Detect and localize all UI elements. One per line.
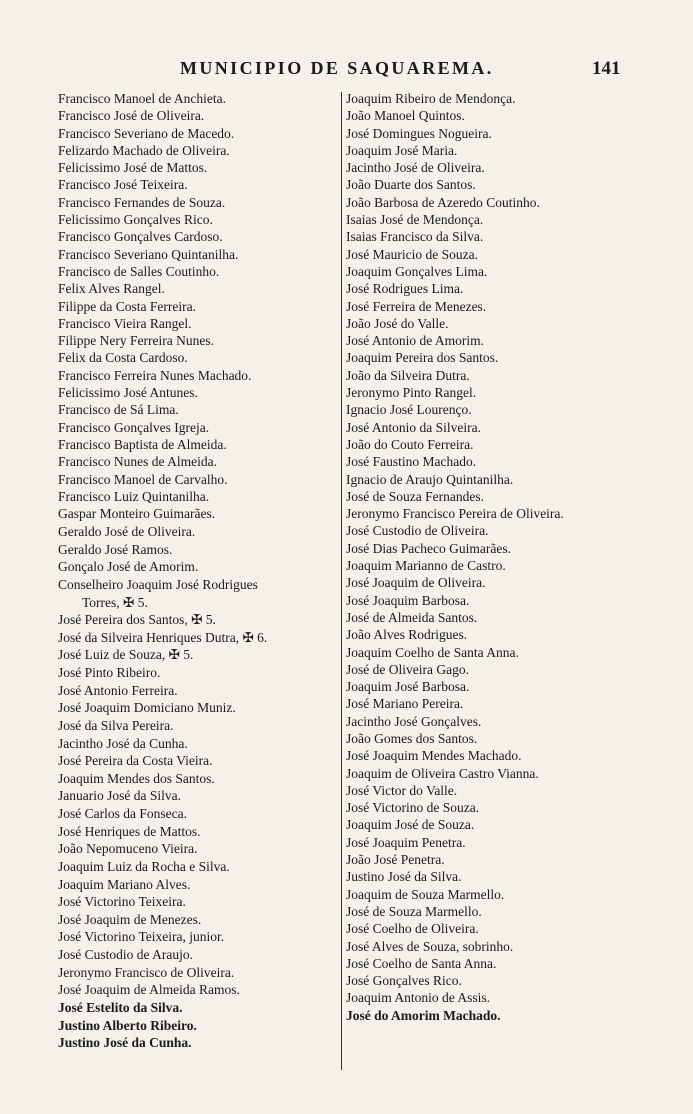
name-entry: José Luiz de Souza, ✠ 5. bbox=[58, 647, 194, 663]
name-entry: Francisco José Teixeira. bbox=[58, 177, 188, 193]
name-entry: Joaquim Pereira dos Santos. bbox=[346, 350, 499, 366]
name-entry: Filippe Nery Ferreira Nunes. bbox=[58, 333, 214, 349]
name-entry: Jacintho José Gonçalves. bbox=[346, 713, 482, 729]
name-entry: Joaquim José Maria. bbox=[346, 142, 458, 158]
name-entry: João José do Valle. bbox=[346, 315, 449, 331]
name-entry: João Barbosa de Azeredo Coutinho. bbox=[346, 194, 540, 210]
name-entry: Francisco de Salles Coutinho. bbox=[58, 263, 220, 279]
name-entry: Francisco Fernandes de Souza. bbox=[58, 194, 226, 210]
name-entry: José Joaquim de Menezes. bbox=[58, 911, 202, 927]
name-entry: José Rodrigues Lima. bbox=[346, 281, 464, 297]
name-entry: Jacintho José de Oliveira. bbox=[346, 160, 485, 176]
name-entry: Francisco Gonçalves Igreja. bbox=[58, 419, 210, 435]
name-entry: Geraldo José de Oliveira. bbox=[58, 524, 196, 540]
name-entry: João Nepomuceno Vieira. bbox=[58, 841, 198, 857]
name-entry: José Faustino Machado. bbox=[346, 454, 477, 470]
name-entry: Torres, ✠ 5. bbox=[82, 594, 148, 610]
name-entry: João José Penetra. bbox=[346, 852, 445, 868]
name-entry: João Alves Rodrigues. bbox=[346, 627, 468, 643]
name-entry: Francisco Vieira Rangel. bbox=[58, 315, 192, 331]
name-entry: Gonçalo José de Amorim. bbox=[58, 559, 199, 575]
name-entry: José de Almeida Santos. bbox=[346, 609, 478, 625]
name-entry: Jeronymo Francisco Pereira de Oliveira. bbox=[346, 506, 564, 522]
name-entry: José Coelho de Oliveira. bbox=[346, 921, 479, 937]
name-entry: Joaquim Marianno de Castro. bbox=[346, 558, 506, 574]
name-entry: Ignacio José Lourenço. bbox=[346, 402, 472, 418]
name-entry: José Joaquim Mendes Machado. bbox=[346, 748, 522, 764]
name-entry: José da Silva Pereira. bbox=[58, 717, 174, 733]
name-entry: José Alves de Souza, sobrinho. bbox=[346, 938, 514, 954]
name-entry: José Gonçalves Rico. bbox=[346, 973, 462, 989]
name-entry: Felizardo Machado de Oliveira. bbox=[58, 142, 230, 158]
name-entry: Francisco de Sá Lima. bbox=[58, 402, 179, 418]
name-entry: Joaquim José Barbosa. bbox=[346, 679, 470, 695]
name-entry: José Mauricio de Souza. bbox=[346, 246, 478, 262]
name-entry: Felicissimo José Antunes. bbox=[58, 385, 198, 401]
name-entry: Filippe da Costa Ferreira. bbox=[58, 298, 196, 314]
name-entry: José Victor do Valle. bbox=[346, 782, 458, 798]
name-entry: Justino José da Cunha. bbox=[58, 1035, 192, 1051]
name-entry: Francisco Baptista de Almeida. bbox=[58, 436, 227, 452]
name-entry: Joaquim Mendes dos Santos. bbox=[58, 770, 215, 786]
running-title: MUNICIPIO DE SAQUAREMA. bbox=[180, 58, 494, 78]
page-header bbox=[0, 58, 693, 88]
name-entry: José de Oliveira Gago. bbox=[346, 661, 469, 677]
left-name-column bbox=[58, 90, 340, 1052]
name-entry: Felix Alves Rangel. bbox=[58, 281, 165, 297]
name-entry: Jacintho José da Cunha. bbox=[58, 735, 188, 751]
name-entry: Januario José da Silva. bbox=[58, 788, 181, 804]
name-entry: Isaias Francisco da Silva. bbox=[346, 229, 484, 245]
name-entry: José Joaquim Barbosa. bbox=[346, 592, 470, 608]
name-entry: José do Amorim Machado. bbox=[346, 1007, 501, 1023]
name-entry: Joaquim Gonçalves Lima. bbox=[346, 263, 488, 279]
name-entry: Felicissimo Gonçalves Rico. bbox=[58, 212, 213, 228]
name-entry: João Manoel Quintos. bbox=[346, 108, 465, 124]
name-entry: Jeronymo Pinto Rangel. bbox=[346, 385, 477, 401]
name-entry: José Dias Pacheco Guimarães. bbox=[346, 540, 511, 556]
name-entry: Justino Alberto Ribeiro. bbox=[58, 1017, 197, 1033]
name-entry: José Victorino Teixeira. bbox=[58, 894, 186, 910]
name-entry: José Antonio da Silveira. bbox=[346, 419, 481, 435]
name-entry: José Pereira da Costa Vieira. bbox=[58, 753, 213, 769]
name-entry: Francisco Nunes de Almeida. bbox=[58, 454, 217, 470]
name-entry: Francisco Gonçalves Cardoso. bbox=[58, 229, 223, 245]
column-divider bbox=[341, 92, 342, 1070]
name-entry: Francisco Luiz Quintanilha. bbox=[58, 488, 210, 504]
name-entry: Jeronymo Francisco de Oliveira. bbox=[58, 964, 235, 980]
name-entry: Francisco Manoel de Carvalho. bbox=[58, 471, 228, 487]
name-entry: Isaias José de Mendonça. bbox=[346, 212, 484, 228]
name-entry: Joaquim Luiz da Rocha e Silva. bbox=[58, 858, 230, 874]
name-entry: Gaspar Monteiro Guimarães. bbox=[58, 506, 216, 522]
name-entry: José de Souza Marmello. bbox=[346, 903, 482, 919]
name-entry: José Victorino Teixeira, junior. bbox=[58, 929, 225, 945]
name-entry: Geraldo José Ramos. bbox=[58, 541, 173, 557]
right-name-column bbox=[346, 90, 626, 1024]
name-entry: Felicissimo José de Mattos. bbox=[58, 160, 208, 176]
page-number: 141 bbox=[592, 58, 621, 79]
name-entry: José Victorino de Souza. bbox=[346, 800, 480, 816]
name-entry: José Domingues Nogueira. bbox=[346, 125, 492, 141]
name-entry: Conselheiro Joaquim José Rodrigues bbox=[58, 576, 258, 592]
name-entry: Joaquim de Souza Marmello. bbox=[346, 886, 505, 902]
name-entry: José Pinto Ribeiro. bbox=[58, 665, 161, 681]
name-entry: Joaquim Ribeiro de Mendonça. bbox=[346, 91, 516, 106]
name-entry: José Henriques de Mattos. bbox=[58, 823, 201, 839]
name-entry: Francisco Manoel de Anchieta. bbox=[58, 91, 226, 106]
name-entry: Joaquim de Oliveira Castro Vianna. bbox=[346, 765, 539, 781]
name-entry: Joaquim Antonio de Assis. bbox=[346, 990, 491, 1006]
name-entry: João do Couto Ferreira. bbox=[346, 436, 474, 452]
name-entry: José Coelho de Santa Anna. bbox=[346, 955, 497, 971]
name-entry: José Joaquim de Oliveira. bbox=[346, 575, 486, 591]
name-entry: José Joaquim Domiciano Muniz. bbox=[58, 700, 236, 716]
name-entry: Joaquim Coelho de Santa Anna. bbox=[346, 644, 519, 660]
name-entry: Francisco Severiano Quintanilha. bbox=[58, 246, 239, 262]
name-entry: Joaquim Mariano Alves. bbox=[58, 876, 191, 892]
name-entry: José Estelito da Silva. bbox=[58, 999, 183, 1015]
name-entry: Francisco Severiano de Macedo. bbox=[58, 125, 235, 141]
name-entry: José Mariano Pereira. bbox=[346, 696, 464, 712]
name-entry: Justino José da Silva. bbox=[346, 869, 462, 885]
name-entry: José Custodio de Oliveira. bbox=[346, 523, 489, 539]
name-entry: José da Silveira Henriques Dutra, ✠ 6. bbox=[58, 629, 268, 645]
name-entry: José de Souza Fernandes. bbox=[346, 488, 484, 504]
name-entry: João Gomes dos Santos. bbox=[346, 730, 478, 746]
name-entry: Francisco Ferreira Nunes Machado. bbox=[58, 367, 252, 383]
name-entry: João Duarte dos Santos. bbox=[346, 177, 476, 193]
name-entry: Ignacio de Araujo Quintanilha. bbox=[346, 471, 514, 487]
name-entry: José Custodio de Araujo. bbox=[58, 947, 193, 963]
name-entry: João da Silveira Dutra. bbox=[346, 367, 470, 383]
name-entry: José Antonio Ferreira. bbox=[58, 682, 178, 698]
name-entry: José Ferreira de Menezes. bbox=[346, 298, 487, 314]
name-entry: Joaquim José de Souza. bbox=[346, 817, 475, 833]
name-entry: José Antonio de Amorim. bbox=[346, 333, 484, 349]
name-entry: José Joaquim de Almeida Ramos. bbox=[58, 982, 240, 998]
name-entry: Francisco José de Oliveira. bbox=[58, 108, 205, 124]
name-entry: José Carlos da Fonseca. bbox=[58, 806, 187, 822]
name-entry: José Joaquim Penetra. bbox=[346, 834, 466, 850]
name-entry: José Pereira dos Santos, ✠ 5. bbox=[58, 612, 216, 628]
name-entry: Felix da Costa Cardoso. bbox=[58, 350, 188, 366]
